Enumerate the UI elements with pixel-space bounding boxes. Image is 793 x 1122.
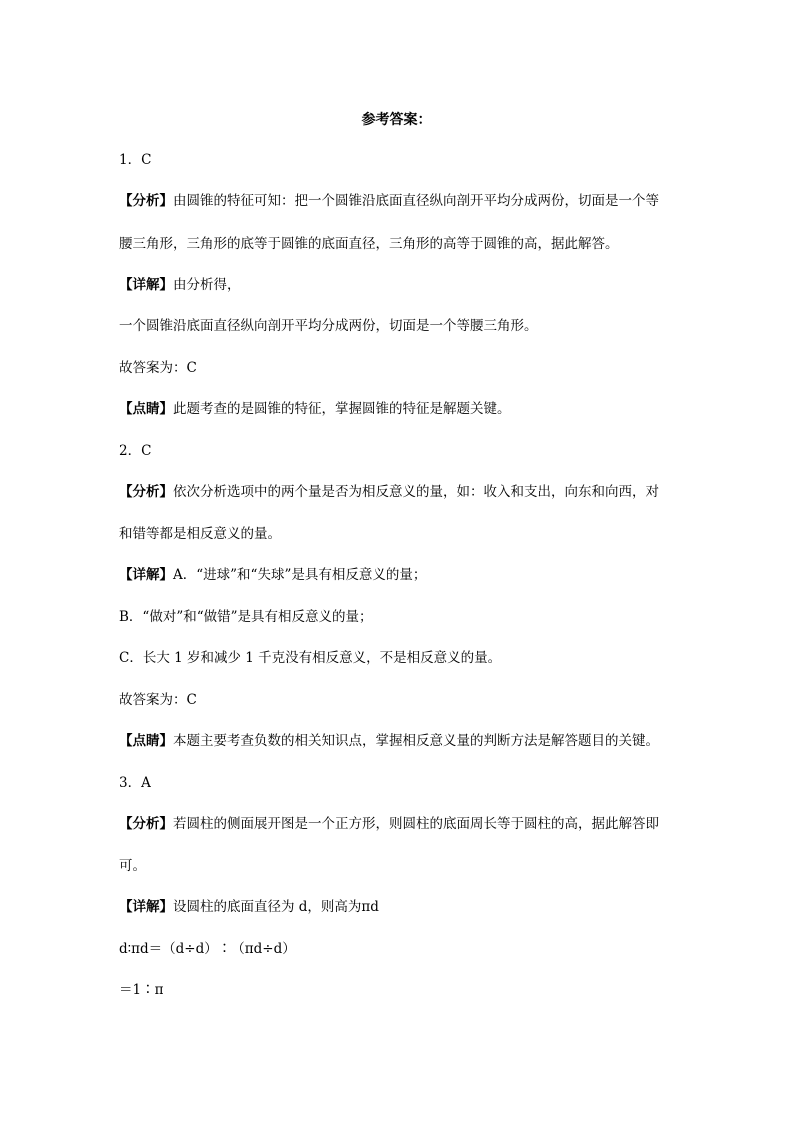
analysis-line: 【分析】若圆柱的侧面展开图是一个正方形，则圆柱的底面周长等于圆柱的高，据此解答即 <box>119 816 659 832</box>
text-line: 可。 <box>119 858 146 874</box>
section-tag: 【分析】 <box>119 816 173 832</box>
section-tag: 【详解】 <box>119 567 173 583</box>
answer-line: 故答案为：C <box>119 692 197 708</box>
text-line: 一个圆锥沿底面直径纵向剖开平均分成两份，切面是一个等腰三角形。 <box>119 318 538 334</box>
formula-line: d∶πd＝（d÷d）∶（πd÷d） <box>119 941 296 957</box>
answer-line: 故答案为：C <box>119 360 197 376</box>
section-tag: 【分析】 <box>119 193 173 209</box>
analysis-line: 【分析】依次分析选项中的两个量是否为相反意义的量，如：收入和支出，向东和向西，对 <box>119 484 659 500</box>
section-tag: 【点睛】 <box>119 733 173 749</box>
section-tag: 【详解】 <box>119 277 173 293</box>
detail-line: 【详解】设圆柱的底面直径为 d，则高为πd <box>119 899 379 915</box>
section-tag: 【点睛】 <box>119 401 173 417</box>
comment-line: 【点睛】此题考查的是圆锥的特征，掌握圆锥的特征是解题关键。 <box>119 401 511 417</box>
text-line: C．长大 1 岁和减少 1 千克没有相反意义，不是相反意义的量。 <box>119 650 502 666</box>
answer-number: 1．C <box>119 152 152 168</box>
formula-line: ＝1∶π <box>119 982 164 998</box>
text-line: B．“做对”和“做错”是具有相反意义的量； <box>119 609 373 625</box>
page-title: 参考答案： <box>361 112 432 128</box>
answer-number: 2．C <box>119 443 152 459</box>
section-tag: 【分析】 <box>119 484 173 500</box>
text-line: 和错等都是相反意义的量。 <box>119 526 281 542</box>
detail-line: 【详解】A．“进球”和“失球”是具有相反意义的量； <box>119 567 427 583</box>
analysis-line: 【分析】由圆锥的特征可知：把一个圆锥沿底面直径纵向剖开平均分成两份，切面是一个等 <box>119 193 659 209</box>
section-tag: 【详解】 <box>119 899 173 915</box>
detail-line: 【详解】由分析得， <box>119 277 241 293</box>
answer-number: 3．A <box>119 775 151 791</box>
comment-line: 【点睛】本题主要考查负数的相关知识点，掌握相反意义量的判断方法是解答题目的关键。 <box>119 733 659 749</box>
text-line: 腰三角形，三角形的底等于圆锥的底面直径，三角形的高等于圆锥的高，据此解答。 <box>119 236 619 252</box>
